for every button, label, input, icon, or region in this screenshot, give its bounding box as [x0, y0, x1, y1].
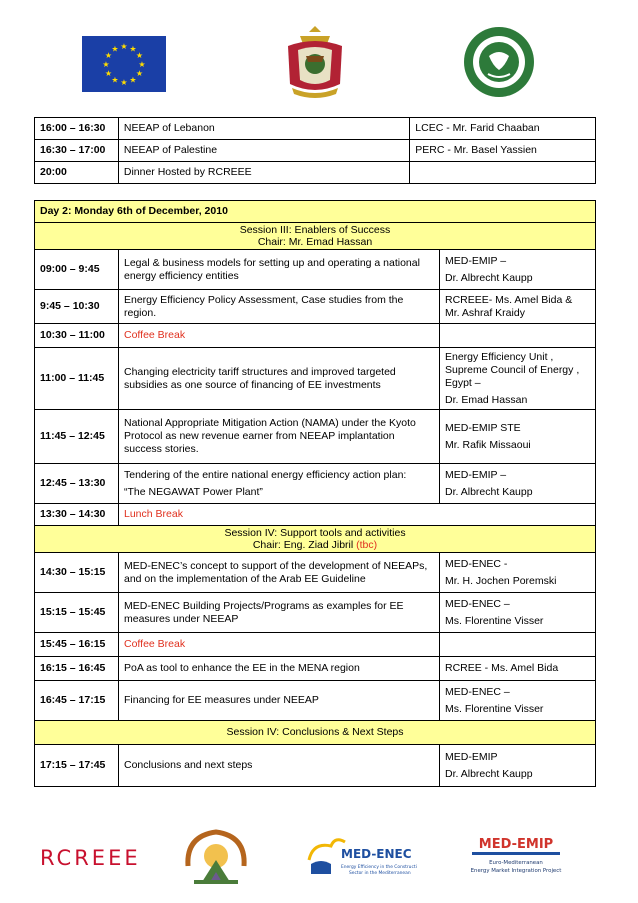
speaker-name: Dr. Albrecht Kaupp	[445, 271, 533, 284]
time-cell: 12:45 – 13:30	[35, 464, 119, 504]
coffee-break-cell: Coffee Break	[119, 633, 440, 657]
svg-text:★: ★	[138, 60, 146, 69]
svg-text:★: ★	[104, 51, 113, 60]
svg-text:★: ★	[104, 69, 113, 78]
desc-line: Tendering of the entire national energy efficiency action plan:	[124, 468, 407, 481]
time-cell: 15:45 – 16:15	[35, 633, 119, 657]
schedule-day1-table	[34, 117, 596, 184]
speaker-cell	[440, 553, 596, 593]
time-cell: 17:15 – 17:45	[35, 745, 119, 787]
speaker-cell	[440, 633, 596, 657]
desc-cell: PoA as tool to enhance the EE in the MENA region	[119, 657, 440, 681]
speaker-cell	[440, 250, 596, 290]
speaker-org: MED-EMIP –	[445, 254, 507, 267]
med-enec-logo	[305, 834, 417, 880]
arab-league-seal-icon	[462, 24, 536, 100]
med-enec-subtitle-2: Sector in the Mediterranean	[349, 871, 411, 876]
speaker-cell	[440, 745, 596, 787]
arabic-energy-emblem-icon	[180, 826, 252, 886]
speaker-cell	[440, 410, 596, 464]
session-chair	[40, 539, 590, 551]
table-row	[35, 464, 596, 504]
table-row	[35, 504, 596, 526]
speaker-name: Mr. Rafik Missaoui	[445, 438, 531, 451]
rcreee-logo: RCREEE	[40, 846, 141, 870]
desc-cell: Financing for EE measures under NEEAP	[119, 681, 440, 721]
med-emip-subtitle-1: Euro-Mediterranean	[489, 860, 543, 866]
speaker-cell	[440, 464, 596, 504]
svg-text:★: ★	[135, 51, 144, 60]
session-title	[35, 223, 596, 250]
table-row	[35, 553, 596, 593]
time-cell: 16:45 – 17:15	[35, 681, 119, 721]
speaker-org: MED-ENEC –	[445, 597, 510, 610]
speaker-cell	[440, 290, 596, 324]
time-cell: 10:30 – 11:00	[35, 324, 119, 348]
desc-cell: Dinner Hosted by RCREEE	[118, 162, 409, 184]
desc-cell: Legal & business models for setting up and operating a national energy efficiency entities	[119, 250, 440, 290]
session-chair: Chair: Mr. Emad Hassan	[257, 236, 373, 248]
speaker-org: MED-ENEC –	[445, 685, 510, 698]
session-title	[35, 526, 596, 553]
svg-text:★: ★	[135, 69, 144, 78]
desc-cell: Changing electricity tariff structures and improved targeted subsidies as one source of financing of EE investments	[119, 348, 440, 410]
speaker-cell: RCREE - Ms. Amel Bida	[440, 657, 596, 681]
desc-cell: Energy Efficiency Policy Assessment, Case studies from the region.	[119, 290, 440, 324]
speaker-org: MED-ENEC -	[445, 557, 508, 570]
session-title: Session IV: Conclusions & Next Steps	[35, 721, 596, 745]
time-cell: 16:30 – 17:00	[35, 140, 119, 162]
speaker-name: Dr. Albrecht Kaupp	[445, 767, 533, 780]
speaker-org: MED-EMIP	[445, 750, 498, 763]
time-cell: 09:00 – 9:45	[35, 250, 119, 290]
med-emip-title: MED-EMIP	[478, 837, 554, 852]
table-row	[35, 681, 596, 721]
table-row	[35, 324, 596, 348]
svg-text:★: ★	[120, 42, 128, 51]
desc-cell: MED-ENEC’s concept to support of the development of NEEAPs, and on the implementation of the Arab EE Guideline	[119, 553, 440, 593]
desc-line: “The NEGAWAT Power Plant”	[124, 485, 263, 498]
svg-text:★: ★	[111, 75, 119, 85]
speaker-cell	[440, 324, 596, 348]
speaker-name: Ms. Florentine Visser	[445, 614, 544, 627]
speaker-cell: LCEC - Mr. Farid Chaaban	[410, 118, 596, 140]
session-name: Session IV: Support tools and activities	[224, 527, 406, 539]
speaker-org: Energy Efficiency Unit , Supreme Council of Energy , Egypt –	[445, 350, 580, 389]
time-cell: 16:00 – 16:30	[35, 118, 119, 140]
footer-logos	[0, 820, 638, 890]
speaker-cell	[440, 593, 596, 633]
med-emip-subtitle-2: Energy Market Integration Project	[470, 868, 562, 874]
desc-cell: National Appropriate Mitigation Action (NAMA) under the Kyoto Protocol as new revenue earner from NEEAP implantation success stories.	[119, 410, 440, 464]
day-header-row	[35, 201, 596, 223]
time-cell: 11:00 – 11:45	[35, 348, 119, 410]
table-row	[35, 410, 596, 464]
svg-text:★: ★	[129, 75, 137, 85]
speaker-org: MED-EMIP –	[445, 468, 507, 481]
session-row	[35, 223, 596, 250]
session-row	[35, 526, 596, 553]
table-row	[35, 657, 596, 681]
session-row	[35, 721, 596, 745]
time-cell: 11:45 – 12:45	[35, 410, 119, 464]
chair-note: (tbc)	[356, 539, 378, 551]
speaker-name: Dr. Albrecht Kaupp	[445, 485, 533, 498]
speaker-org: MED-EMIP STE	[445, 421, 521, 434]
speaker-cell	[410, 162, 596, 184]
desc-cell	[119, 464, 440, 504]
table-row	[35, 745, 596, 787]
table-row	[35, 250, 596, 290]
table-row	[35, 290, 596, 324]
time-cell: 20:00	[35, 162, 119, 184]
time-cell: 16:15 – 16:45	[35, 657, 119, 681]
speaker-name: Mr. Ashraf Kraidy	[445, 306, 525, 319]
time-cell: 13:30 – 14:30	[35, 504, 119, 526]
time-cell: 9:45 – 10:30	[35, 290, 119, 324]
speaker-cell: PERC - Mr. Basel Yassien	[410, 140, 596, 162]
med-enec-subtitle-1: Energy Efficiency in the Construction	[341, 865, 417, 870]
chair-name: Chair: Eng. Ziad Jibril	[252, 539, 354, 551]
lunch-break-cell: Lunch Break	[119, 504, 596, 526]
desc-cell: NEEAP of Lebanon	[118, 118, 409, 140]
schedule-day2-table	[34, 200, 596, 787]
table-row	[35, 140, 596, 162]
header-logos	[0, 22, 638, 102]
jordan-coat-of-arms-icon	[282, 22, 348, 102]
svg-text:★: ★	[102, 60, 110, 69]
desc-cell: NEEAP of Palestine	[118, 140, 409, 162]
session-name: Session III: Enablers of Success	[239, 224, 391, 236]
table-row	[35, 348, 596, 410]
med-emip-logo	[466, 832, 566, 882]
day-header: Day 2: Monday 6th of December, 2010	[35, 201, 596, 223]
time-cell: 15:15 – 15:45	[35, 593, 119, 633]
desc-cell: MED-ENEC Building Projects/Programs as examples for EE measures under NEEAP	[119, 593, 440, 633]
desc-cell: Conclusions and next steps	[119, 745, 440, 787]
coffee-break-cell: Coffee Break	[119, 324, 440, 348]
table-row	[35, 593, 596, 633]
table-row	[35, 118, 596, 140]
svg-text:★: ★	[129, 44, 137, 54]
table-row	[35, 633, 596, 657]
speaker-name: Dr. Emad Hassan	[445, 393, 528, 406]
svg-text:★: ★	[111, 44, 119, 54]
svg-text:★: ★	[120, 78, 128, 87]
speaker-name: Mr. H. Jochen Poremski	[445, 574, 557, 587]
speaker-cell	[440, 681, 596, 721]
speaker-name: Ms. Florentine Visser	[445, 702, 544, 715]
table-row	[35, 162, 596, 184]
speaker-cell	[440, 348, 596, 410]
time-cell: 14:30 – 15:15	[35, 553, 119, 593]
med-enec-title: MED-ENEC	[341, 847, 412, 861]
eu-flag-icon	[82, 36, 166, 92]
speaker-org: RCREEE- Ms. Amel Bida &	[445, 293, 573, 306]
